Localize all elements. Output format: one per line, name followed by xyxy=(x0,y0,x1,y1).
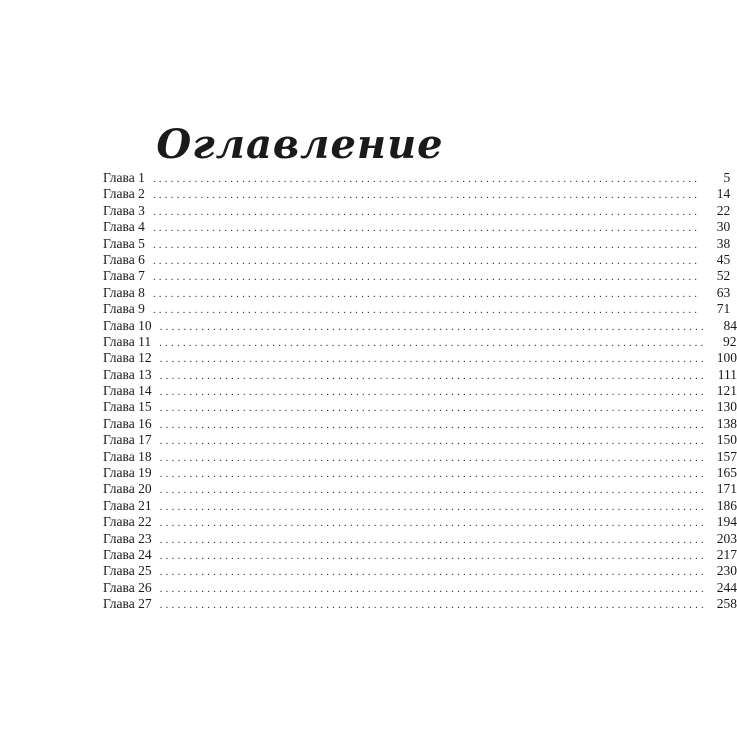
toc-entry-label: Глава 27 xyxy=(103,596,152,612)
toc-entry[interactable] xyxy=(103,465,737,481)
toc-entry-label: Глава 26 xyxy=(103,579,152,595)
toc-entry-page: 5 xyxy=(723,170,731,185)
toc-entry[interactable] xyxy=(103,448,737,465)
toc-entry-page: 203 xyxy=(716,530,737,546)
dot-leader: ............................................................................................ xyxy=(159,386,707,399)
toc-entry-label: Глава 12 xyxy=(103,350,152,366)
dot-leader: ............................................................................................ xyxy=(159,369,707,382)
dot-leader: ............................................................................................ xyxy=(152,254,701,267)
toc-entry-label: Глава 8 xyxy=(103,284,145,300)
toc-entry-label: Глава 3 xyxy=(103,202,145,218)
toc-entry-page: 38 xyxy=(716,235,731,251)
toc-entry[interactable] xyxy=(103,383,737,399)
toc-entry-label: Глава 13 xyxy=(103,366,152,382)
toc-entry[interactable] xyxy=(103,514,737,530)
dot-leader: ............................................................................................ xyxy=(152,304,701,317)
toc-entry-label: Глава 22 xyxy=(103,514,152,530)
toc-entry[interactable] xyxy=(103,399,737,415)
toc-entry-page: 121 xyxy=(716,383,737,399)
toc-entry-label: Глава 7 xyxy=(103,268,145,284)
toc-entry[interactable] xyxy=(103,284,731,301)
toc-entry-page: 130 xyxy=(716,399,737,415)
dot-leader: ............................................................................................ xyxy=(159,468,707,481)
toc-entry-page: 92 xyxy=(723,333,737,349)
toc-entry-label: Глава 18 xyxy=(103,448,152,464)
toc-entry-label: Глава 1 xyxy=(103,170,145,185)
toc-entry-page: 45 xyxy=(716,251,731,267)
toc-entry-page: 165 xyxy=(716,465,737,481)
toc-entry[interactable] xyxy=(103,317,737,334)
dot-leader: ............................................................................................ xyxy=(159,599,707,612)
toc-entry-label: Глава 23 xyxy=(103,530,152,546)
toc-entry-label: Глава 16 xyxy=(103,415,152,431)
toc-entry-label: Глава 25 xyxy=(103,563,152,579)
toc-entry-page: 30 xyxy=(716,219,731,235)
toc-entry[interactable] xyxy=(103,186,731,202)
toc-entry[interactable] xyxy=(103,481,737,497)
toc-entry-page: 244 xyxy=(716,579,737,595)
toc-entry[interactable] xyxy=(103,235,731,252)
toc-entry[interactable] xyxy=(103,301,731,317)
dot-leader: ............................................................................................ xyxy=(159,320,707,333)
toc-entry[interactable] xyxy=(103,596,737,612)
toc-entry-page: 258 xyxy=(716,596,737,612)
dot-leader: ............................................................................................ xyxy=(152,222,701,235)
toc-entry[interactable] xyxy=(103,546,737,563)
dot-leader: ............................................................................................ xyxy=(159,582,707,595)
toc-entry[interactable] xyxy=(103,432,737,448)
toc-entry[interactable] xyxy=(103,530,737,547)
dot-leader: ............................................................................................ xyxy=(159,533,707,546)
dot-leader: ............................................................................................ xyxy=(152,238,701,251)
toc-entry-page: 138 xyxy=(716,415,737,431)
toc-entry-label: Глава 21 xyxy=(103,497,152,513)
toc-entry-page: 84 xyxy=(723,317,737,333)
toc-entry-label: Глава 2 xyxy=(103,186,145,202)
toc-entry-label: Глава 20 xyxy=(103,481,152,497)
dot-leader: ............................................................................................ xyxy=(159,451,707,464)
toc-entry[interactable] xyxy=(103,415,737,432)
toc-entry[interactable] xyxy=(103,251,731,268)
toc-entry-page: 100 xyxy=(716,350,737,366)
toc-entry-page: 186 xyxy=(716,497,737,513)
dot-leader: ............................................................................................ xyxy=(159,353,707,366)
toc-entry[interactable] xyxy=(103,563,737,579)
toc-entry-page: 230 xyxy=(716,563,737,579)
dot-leader: ............................................................................................ xyxy=(152,205,701,218)
dot-leader: ............................................................................................ xyxy=(152,173,701,185)
dot-leader: ............................................................................................ xyxy=(159,484,707,497)
toc-entry-label: Глава 11 xyxy=(103,333,152,349)
dot-leader: ............................................................................................ xyxy=(152,271,701,284)
toc-entry-page: 52 xyxy=(716,268,731,284)
toc-entry-label: Глава 9 xyxy=(103,301,145,317)
toc-entry-label: Глава 19 xyxy=(103,465,152,481)
dot-leader: ............................................................................................ xyxy=(159,566,707,579)
toc-entry[interactable] xyxy=(103,366,737,383)
toc-entry-page: 22 xyxy=(716,202,731,218)
dot-leader: ............................................................................................ xyxy=(159,402,707,415)
toc-entry[interactable] xyxy=(103,268,731,284)
dot-leader: ............................................................................................ xyxy=(159,500,707,513)
toc-entry-label: Глава 5 xyxy=(103,235,145,251)
toc-entry-label: Глава 6 xyxy=(103,251,145,267)
dot-leader: ............................................................................................ xyxy=(152,287,701,300)
toc-entry-page: 157 xyxy=(716,448,737,464)
table-of-contents xyxy=(103,170,737,613)
toc-entry[interactable] xyxy=(103,170,731,186)
page-title: Оглавление xyxy=(156,120,444,168)
dot-leader: ............................................................................................ xyxy=(159,418,707,431)
dot-leader: ............................................................................................ xyxy=(152,189,701,202)
toc-entry-label: Глава 24 xyxy=(103,546,152,562)
dot-leader: ............................................................................................ xyxy=(159,549,707,562)
toc-entry[interactable] xyxy=(103,219,731,235)
toc-entry[interactable] xyxy=(103,350,737,366)
toc-entry[interactable] xyxy=(103,202,731,219)
toc-entry-page: 194 xyxy=(716,514,737,530)
dot-leader: ............................................................................................ xyxy=(159,517,707,530)
toc-entry[interactable] xyxy=(103,579,737,596)
toc-entry-page: 150 xyxy=(716,432,737,448)
toc-entry-label: Глава 15 xyxy=(103,399,152,415)
toc-entry-page: 14 xyxy=(716,186,731,202)
toc-entry[interactable] xyxy=(103,333,737,350)
toc-entry[interactable] xyxy=(103,497,737,514)
toc-entry-page: 71 xyxy=(716,301,731,317)
toc-entry-label: Глава 10 xyxy=(103,317,152,333)
toc-entry-label: Глава 4 xyxy=(103,219,145,235)
toc-entry-label: Глава 17 xyxy=(103,432,152,448)
toc-entry-page: 63 xyxy=(716,284,731,300)
dot-leader: ............................................................................................ xyxy=(159,435,707,448)
toc-entry-page: 171 xyxy=(716,481,737,497)
toc-entry-page: 217 xyxy=(716,546,737,562)
toc-entry-page: 111 xyxy=(717,366,737,382)
dot-leader: ............................................................................................ xyxy=(159,336,707,349)
toc-entry-label: Глава 14 xyxy=(103,383,152,399)
